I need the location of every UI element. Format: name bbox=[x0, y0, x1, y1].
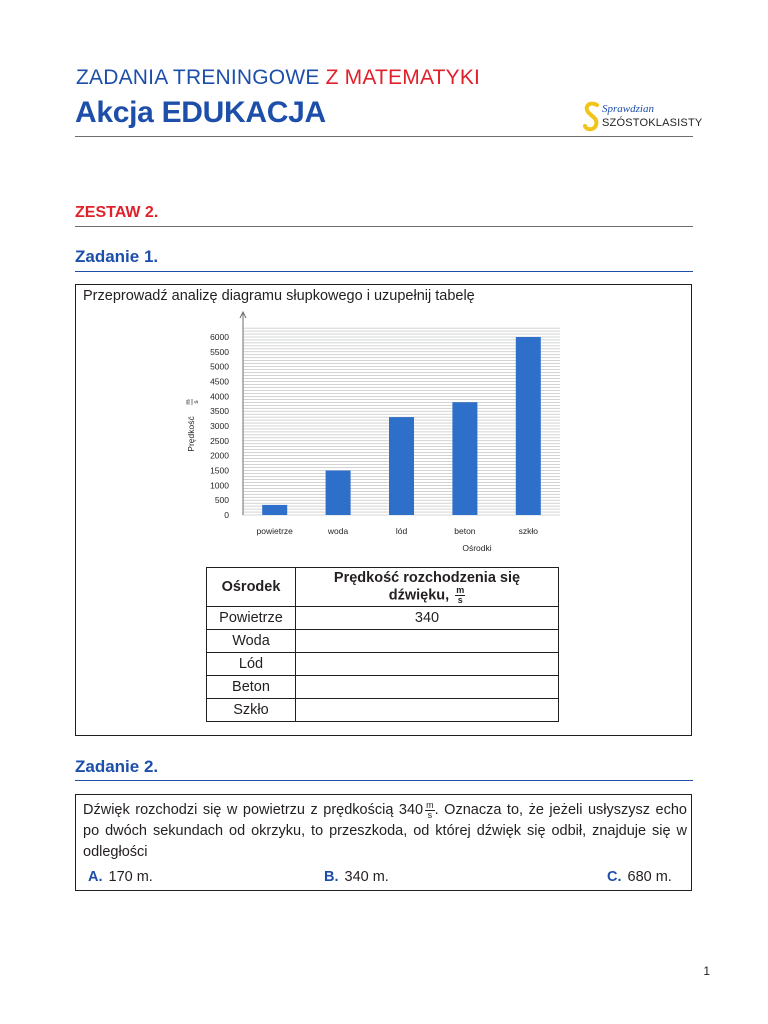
header-title: Akcja EDUKACJA bbox=[75, 96, 326, 129]
table-cell-speed[interactable] bbox=[296, 676, 559, 699]
chart-y-axis-label-text: Prędkość bbox=[186, 416, 196, 452]
table-cell-medium: Lód bbox=[207, 653, 296, 676]
answer-text: 340 m. bbox=[344, 869, 389, 885]
table-row bbox=[207, 653, 559, 676]
table-header-speed-line2: dźwięku, bbox=[388, 586, 450, 603]
table-row bbox=[207, 676, 559, 699]
task2-divider bbox=[75, 780, 693, 781]
chart-y-tick-label: 1500 bbox=[210, 465, 229, 476]
chart-x-tick-label: woda bbox=[327, 526, 349, 536]
table-row bbox=[207, 630, 559, 653]
table-header-unit-num: m bbox=[456, 584, 465, 595]
chart-y-tick-label: 500 bbox=[214, 495, 229, 506]
chart-y-axis-unit-den: s bbox=[193, 400, 200, 404]
set-title: ZESTAW 2. bbox=[75, 204, 159, 221]
task2-unit-num: m bbox=[426, 799, 434, 810]
chart-y-tick-label: 3000 bbox=[210, 421, 229, 431]
answer-text: 170 m. bbox=[108, 869, 153, 885]
chart-y-axis-unit-num: m bbox=[185, 399, 192, 405]
answer-letter: C. bbox=[607, 869, 622, 885]
table-cell-medium: Szkło bbox=[207, 699, 296, 722]
chart-y-axis-label bbox=[185, 399, 200, 452]
chart-y-ticks bbox=[210, 332, 229, 520]
chart-y-tick-label: 2000 bbox=[210, 450, 229, 461]
task2-title: Zadanie 2. bbox=[75, 757, 159, 776]
table-header-speed bbox=[296, 568, 559, 607]
chart-x-axis-label: Ośrodki bbox=[462, 543, 492, 553]
table-cell-speed[interactable] bbox=[296, 699, 559, 722]
set-divider bbox=[75, 226, 693, 227]
table-row bbox=[207, 607, 559, 630]
chart-x-tick-label: beton bbox=[454, 526, 476, 536]
answer-option-b[interactable] bbox=[324, 869, 389, 885]
task2-question bbox=[83, 800, 687, 863]
chart-bar bbox=[389, 417, 414, 515]
chart-bar bbox=[262, 505, 287, 515]
task2-unit bbox=[425, 801, 435, 820]
chart-bar bbox=[452, 402, 477, 515]
table-row bbox=[207, 699, 559, 722]
header-subtitle-part1: ZADANIA TRENINGOWE bbox=[76, 66, 326, 89]
table-header-speed-line1: Prędkość rozchodzenia się bbox=[333, 569, 521, 586]
speed-table bbox=[206, 567, 559, 722]
chart-y-tick-label: 4500 bbox=[210, 376, 229, 387]
table-cell-speed[interactable] bbox=[296, 653, 559, 676]
task1-divider bbox=[75, 271, 693, 272]
header-subtitle bbox=[76, 66, 480, 90]
table-header-medium: Ośrodek bbox=[207, 568, 296, 607]
table-header-row bbox=[207, 568, 559, 607]
task1-prompt: Przeprowadź analizę diagramu słupkowego i uzupełnij tabelę bbox=[83, 288, 475, 304]
table-header-unit bbox=[455, 586, 465, 605]
chart-y-tick-label: 1000 bbox=[210, 480, 229, 491]
chart-y-tick-label: 4000 bbox=[210, 391, 229, 402]
logo-text-szostoklasisty: SZÓSTOKLASISTY bbox=[602, 117, 703, 129]
task2-question-part1: Dźwięk rozchodzi się w powietrzu z prędkością 340 bbox=[83, 802, 424, 818]
chart-y-tick-label: 0 bbox=[224, 510, 229, 520]
logo-text-sprawdzian: Sprawdzian bbox=[602, 103, 654, 115]
answer-letter: B. bbox=[324, 869, 339, 885]
chart-bar bbox=[516, 337, 541, 515]
chart-y-tick-label: 6000 bbox=[210, 332, 229, 342]
table-cell-medium: Beton bbox=[207, 676, 296, 699]
table-cell-speed[interactable] bbox=[296, 630, 559, 653]
table-header-unit-den: s bbox=[457, 594, 463, 605]
logo-s-icon bbox=[582, 100, 602, 134]
chart-bar bbox=[326, 471, 351, 516]
table-cell-medium: Powietrze bbox=[207, 607, 296, 630]
chart-x-tick-label: lód bbox=[395, 526, 408, 536]
task1-title: Zadanie 1. bbox=[75, 247, 159, 266]
sprawdzian-logo bbox=[582, 100, 702, 134]
header-subtitle-part2: Z MATEMATYKI bbox=[325, 66, 481, 89]
chart-y-tick-label: 5500 bbox=[210, 346, 229, 357]
table-cell-medium: Woda bbox=[207, 630, 296, 653]
table-cell-speed[interactable]: 340 bbox=[296, 607, 559, 630]
task2-question-part2: . Oznacza to, że jeżeli usłyszysz echo po dwóch sekundach od okrzyku, to przeszkoda, od której dźwięk się odbił, znajduje się w odległości bbox=[83, 802, 687, 860]
answer-option-a[interactable] bbox=[88, 869, 153, 885]
task2-unit-den: s bbox=[427, 809, 433, 820]
page-number: 1 bbox=[703, 964, 710, 978]
answer-text: 680 m. bbox=[627, 869, 672, 885]
header-divider bbox=[75, 136, 693, 137]
chart-x-tick-label: szkło bbox=[518, 526, 538, 536]
chart-x-tick-label: powietrze bbox=[256, 526, 293, 536]
answer-option-c[interactable] bbox=[607, 869, 672, 885]
answer-letter: A. bbox=[88, 869, 103, 885]
chart-x-ticks bbox=[257, 526, 539, 536]
chart-y-tick-label: 3500 bbox=[210, 406, 229, 417]
bar-chart bbox=[180, 308, 570, 558]
chart-y-tick-label: 2500 bbox=[210, 435, 229, 446]
chart-y-tick-label: 5000 bbox=[210, 361, 229, 372]
